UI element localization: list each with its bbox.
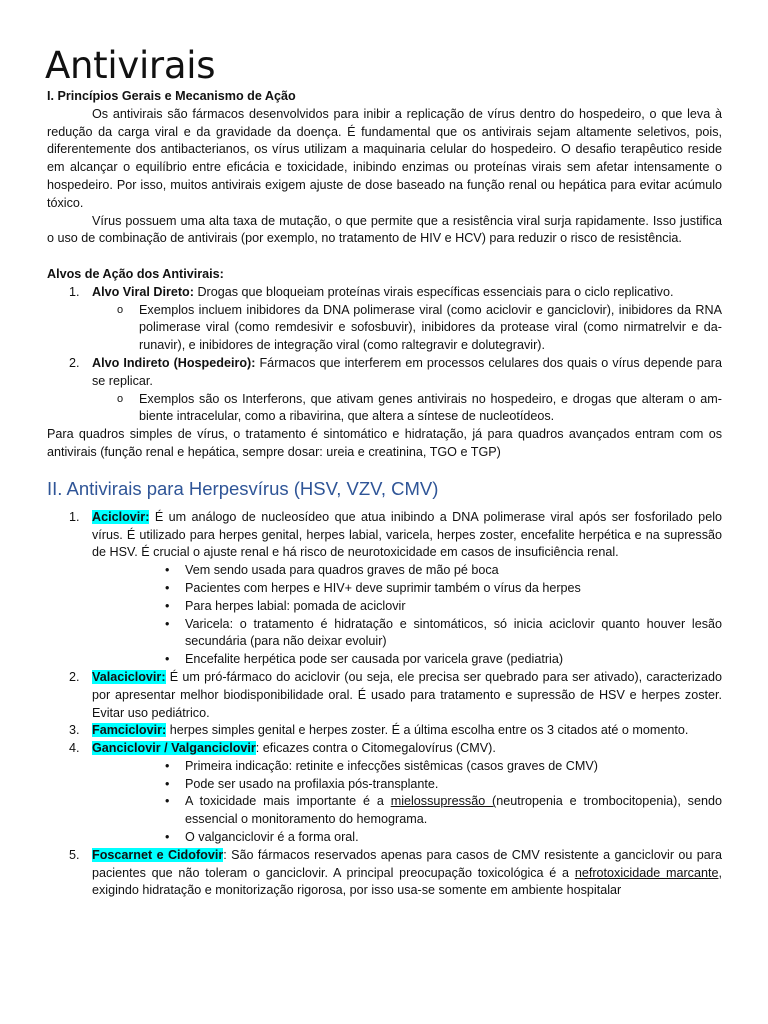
- bullet-text: neutropenia e trombocitopenia), sendo essencial o monitoramento do hemograma.: [185, 794, 722, 827]
- bullet-text: Primeira indicação: retinite e infecções sistêmicas (casos graves de CMV): [185, 758, 598, 773]
- drug-description: É um pró-fármaco do aciclovir (ou seja, ele precisa ser quebrado para ser ativado), caracterizado por apresentar melhor biodisponibilidade oral. É usado para tratamento e supressão de HSV e herpes zoster. Evitar uso pediátrico.: [92, 669, 722, 720]
- bullet-icon: •: [165, 758, 170, 773]
- targets-list: [47, 284, 722, 426]
- section1-paragraph-1: Os antivirais são fármacos desenvolvidos para inibir a replicação de vírus dentro do hospedeiro, o que leva à redução da carga viral e da gravidade da doença. É fundamental que os antivirais sejam altamente seletivos, pois, diferentemente dos antibacterianos, os vírus utilizam a maquinaria celular do hospedeiro. O desafio terapêutico reside em alcançar o equilíbrio entre eficácia e toxicidade, inibindo enzimas ou proteínas virais sem afetar intensamente o hospedeiro. Por isso, muitos antivirais exigem ajuste de dose baseado na função renal ou hepática para evitar acúmulo tóxico.: [47, 106, 722, 210]
- bullet-text: Pacientes com herpes e HIV+ deve suprimir também o vírus da herpes: [185, 580, 581, 595]
- bullet-item: [47, 829, 722, 847]
- circle-bullet-icon: o: [117, 392, 124, 405]
- herpes-drug-list: [47, 509, 722, 901]
- drug-item-foscarnet-cidofovir: [47, 847, 722, 900]
- bullet-item: [47, 793, 722, 829]
- target-text: Drogas que bloqueiam proteínas virais específicas essenciais para o ciclo replicativo.: [193, 284, 674, 299]
- bullet-icon: •: [165, 580, 170, 595]
- page-title: Antivirais: [45, 44, 216, 87]
- underlined-term: nefrotoxicidade marcante: [574, 865, 719, 880]
- drug-item-famciclovir: [47, 722, 722, 740]
- drug-name-highlight: Aciclovir:: [92, 509, 150, 524]
- drug-name-highlight: Famciclovir:: [92, 723, 167, 738]
- targets-heading: Alvos de Ação dos Antivirais:: [47, 266, 224, 281]
- bullet-icon: •: [165, 598, 170, 613]
- drug-description: : São fármacos reservados apenas para casos de CMV resistente a ganciclovir ou para pacientes que não toleram o ganciclovir. A principal preocupação toxicológica é a: [92, 847, 722, 880]
- target-label: Alvo Indireto (Hospedeiro):: [92, 355, 256, 370]
- bullet-item: [47, 651, 722, 669]
- drug-item-ganciclovir: [47, 740, 722, 758]
- bullet-icon: •: [165, 794, 170, 809]
- section1-paragraph-2: Vírus possuem uma alta taxa de mutação, o que permite que a resistência viral surja rapidamente. Isso justifica o uso de combinação de antivirais (por exemplo, no tratamento de HIV e HCV) para reduzir o risco de resistência.: [47, 213, 722, 246]
- bullet-text: A toxicidade mais importante é a: [185, 794, 391, 809]
- bullet-icon: •: [165, 652, 170, 667]
- target-item-direct: [47, 284, 722, 302]
- section1-closing: Para quadros simples de vírus, o tratamento é sintomático e hidratação, já para quadros avançados entram com os antivirais (função renal e hepática, sempre dosar: ureia e creatinina, TGO e TGP): [47, 427, 722, 459]
- section1-heading: I. Princípios Gerais e Mecanismo de Ação: [47, 89, 296, 103]
- blank-line: [47, 248, 722, 266]
- target-text: Fármacos que interferem em processos celulares dos quais o vírus depende para se replicar.: [92, 355, 722, 388]
- list-number: 1.: [69, 284, 80, 299]
- bullet-icon: •: [165, 776, 170, 791]
- bullet-text: Pode ser usado na profilaxia pós-transplante.: [185, 776, 439, 791]
- underlined-term: mielossupressão (: [390, 794, 497, 809]
- list-number: 4.: [69, 741, 80, 756]
- target-sub-text: Exemplos incluem inibidores da DNA polimerase viral (como aciclovir e ganciclovir), inibidores da RNA polimerase viral (como remdesivir e sofosbuvir), inibidores da protease viral (como nirmatrelvir e da-runavir), e inibidores de integração viral (como raltegravir e dolutegravir).: [139, 302, 722, 353]
- bullet-item: [47, 776, 722, 794]
- list-number: 2.: [69, 669, 80, 684]
- target-label: Alvo Viral Direto:: [92, 284, 194, 299]
- list-number: 2.: [69, 355, 80, 370]
- drug-description: : eficazes contra o Citomegalovírus (CMV).: [255, 741, 496, 756]
- bullet-icon: •: [165, 830, 170, 845]
- bullet-item: [47, 580, 722, 598]
- bullet-text: Para herpes labial: pomada de aciclovir: [185, 598, 406, 613]
- drug-name-highlight: Valaciclovir:: [92, 669, 166, 684]
- drug-description: , exigindo hidratação e monitorização rigorosa, por isso usa-se somente em ambiente hospitalar: [92, 865, 722, 898]
- drug-item-aciclovir: [47, 509, 722, 562]
- circle-bullet-icon: o: [117, 303, 124, 316]
- bullet-item: [47, 562, 722, 580]
- drug-description: É um análogo de nucleosídeo que atua inibindo a DNA polimerase viral após ser fosforilado pelo vírus. É utilizado para herpes genital, herpes labial, varicela, herpes zoster, encefalite herpética e na supressão de HSV. É crucial o ajuste renal e há risco de neurotoxicidade em casos de insuficiência renal.: [92, 509, 722, 560]
- bullet-item: [47, 616, 722, 652]
- drug-description: herpes simples genital e herpes zoster. É a última escolha entre os 3 citados até o momento.: [166, 723, 689, 738]
- bullet-icon: •: [165, 616, 170, 631]
- bullet-text: Varicela: o tratamento é hidratação e sintomáticos, só inicia aciclovir quanto houver lesão secundária (para não deixar evoluir): [185, 616, 722, 649]
- bullet-item: [47, 598, 722, 616]
- bullet-icon: •: [165, 563, 170, 578]
- list-number: 5.: [69, 847, 80, 862]
- bullet-text: O valganciclovir é a forma oral.: [185, 830, 359, 845]
- target-sub-text: Exemplos são os Interferons, que ativam genes antivirais no hospedeiro, e drogas que alteram o am-biente intracelular, como a ribavirina, que altera a síntese de nucleotídeos.: [139, 391, 722, 424]
- target-item-indirect: [47, 355, 722, 391]
- bullet-text: Encefalite herpética pode ser causada por varicela grave (pediatria): [185, 652, 564, 667]
- bullet-text: Vem sendo usada para quadros graves de mão pé boca: [185, 563, 499, 578]
- drug-item-valaciclovir: [47, 669, 722, 722]
- section2-heading: II. Antivirais para Herpesvírus (HSV, VZV, CMV): [47, 477, 439, 499]
- drug-name-highlight: Foscarnet e Cidofovir: [92, 847, 224, 862]
- drug-name-highlight: Ganciclovir / Valganciclovir: [92, 741, 256, 756]
- document-page: [47, 44, 722, 900]
- list-number: 1.: [69, 509, 80, 524]
- bullet-item: [47, 758, 722, 776]
- list-number: 3.: [69, 723, 80, 738]
- target-sub-item-direct: [47, 302, 722, 355]
- target-sub-item-indirect: [47, 391, 722, 427]
